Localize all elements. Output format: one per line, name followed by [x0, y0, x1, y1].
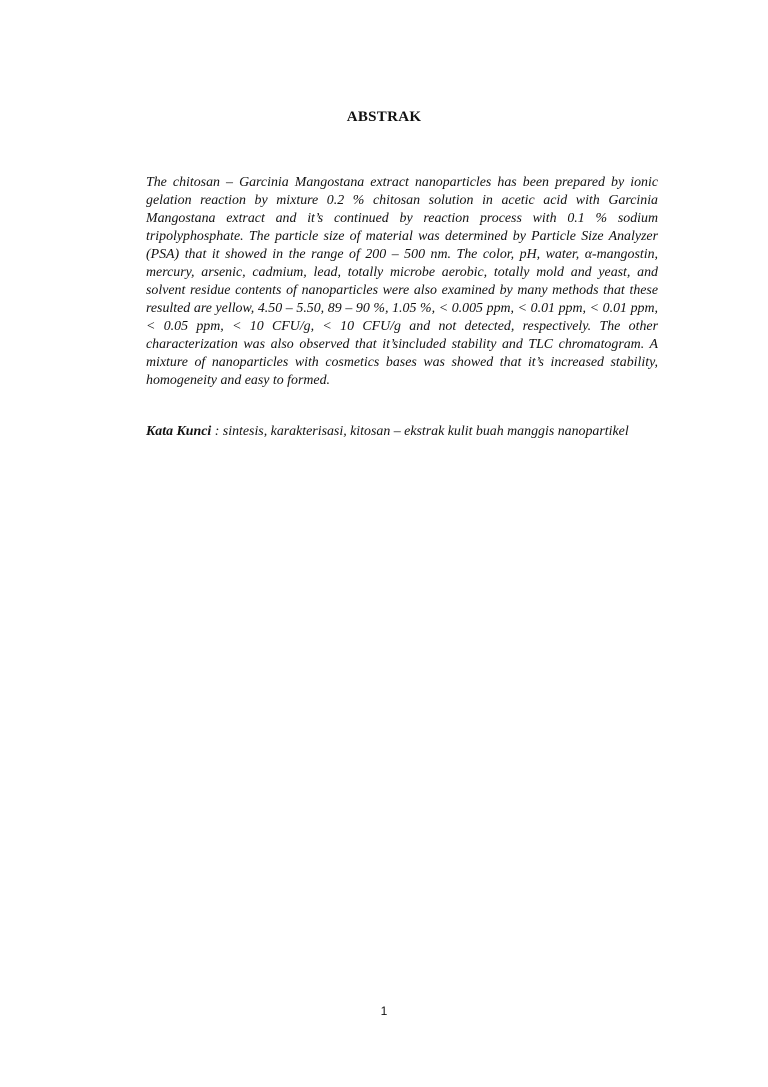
keywords-label: Kata Kunci — [146, 424, 212, 439]
keywords-paragraph — [146, 423, 658, 441]
abstract-paragraph: The chitosan – Garcinia Mangostana extract nanoparticles has been prepared by ionic gelation reaction by mixture 0.2 % chitosan solution in acetic acid with Garcinia Mangostana extract and it’s continued by reaction process with 0.1 % sodium tripolyphosphate. The particle size of material was determined by Particle Size Analyzer (PSA) that it showed in the range of 200 – 500 nm. The color, pH, water, α-mangostin, mercury, arsenic, cadmium, lead, totally microbe aerobic, totally mold and yeast, and solvent residue contents of nanoparticles were also examined by many methods that these resulted are yellow, 4.50 – 5.50, 89 – 90 %, 1.05 %, < 0.005 ppm, < 0.01 ppm, < 0.01 ppm, < 0.05 ppm, < 10 CFU/g, < 10 CFU/g and not detected, respectively. The other characterization was also observed that it’sincluded stability and TLC chromatogram. A mixture of nanoparticles with cosmetics bases was showed that it’s increased stability, homogeneity and easy to formed. — [146, 175, 658, 388]
page-number: 1 — [380, 1004, 388, 1018]
page-title: ABSTRAK — [346, 109, 422, 125]
keywords-text: : sintesis, karakterisasi, kitosan – ekstrak kulit buah manggis nanopartikel — [211, 424, 629, 439]
